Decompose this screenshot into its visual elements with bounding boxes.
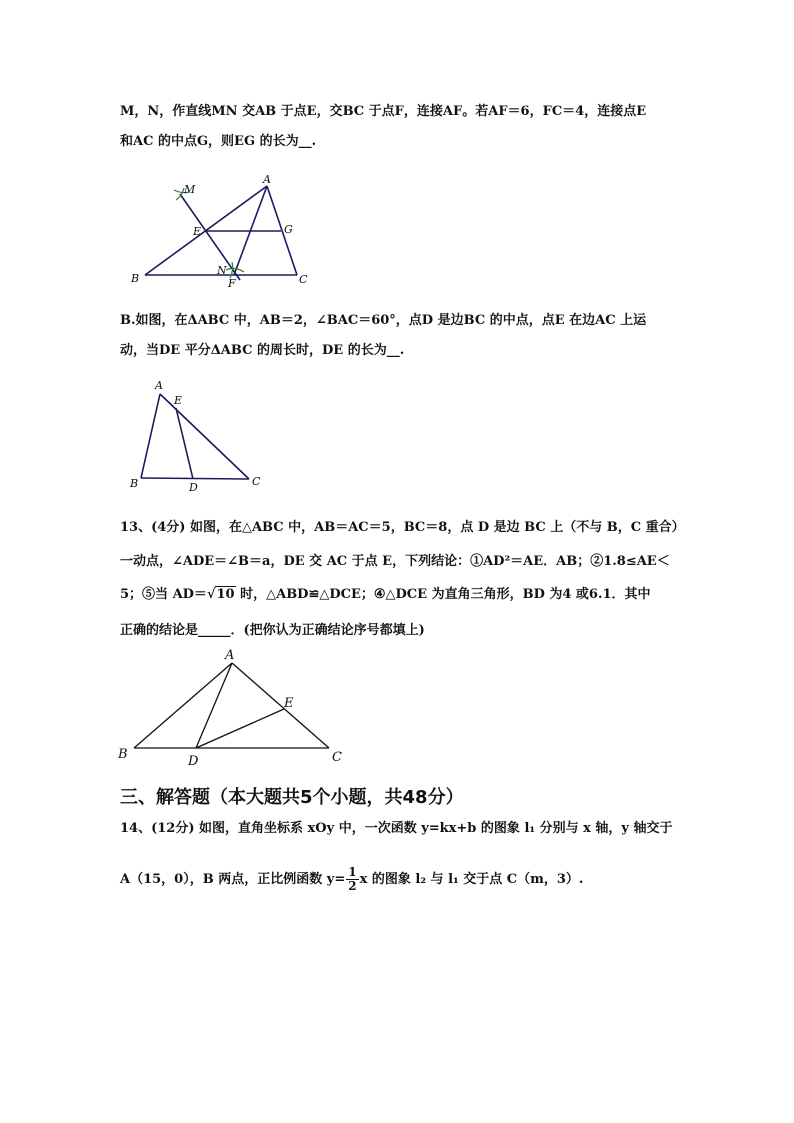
fraction-numerator: 1 [348, 865, 357, 879]
sqrt-symbol: √ [206, 587, 216, 602]
problem-13-line-1: 13、(4分) 如图，在△ABC 中，AB＝AC＝5，BC＝8，点 D 是边 BC 上（不与 B，C 重合） [120, 520, 685, 535]
figure-triangle-abc-bisector [125, 378, 270, 493]
fraction-denominator: 2 [348, 879, 357, 893]
problem-13-line-3-pre: 5；⑤当 AD＝ [120, 587, 207, 602]
label-g: G [284, 223, 293, 236]
segment-ac [232, 663, 329, 748]
label-c: C [252, 475, 261, 488]
problem-14-line-1: 14、(12分) 如图，直角坐标系 xOy 中，一次函数 y=kx+b 的图象 l₁ 分别与 x 轴，y 轴交于 [120, 821, 673, 836]
label-e: E [193, 225, 202, 238]
sqrt-radicand: 10 [216, 587, 235, 602]
segment-ab [141, 394, 160, 478]
problem-12-line-1: M，N，作直线MN 交AB 于点E，交BC 于点F，连接AF。若AF＝6，FC＝4，连接点E [120, 104, 647, 119]
segment-ab [134, 663, 232, 748]
problem-12-line-2: 和AC 的中点G，则EG 的长为__. [120, 134, 317, 149]
label-c: C [299, 273, 308, 286]
label-a: A [155, 379, 163, 392]
problem-b-line-2: 动，当DE 平分ΔABC 的周长时，DE 的长为__. [120, 343, 405, 358]
figure-triangle-abc-ade [112, 645, 352, 767]
label-d: D [189, 481, 198, 493]
label-e: E [284, 696, 294, 711]
problem-13-line-2: 一动点，∠ADE＝∠B＝a，DE 交 AC 于点 E，下列结论：①AD²＝AE．AB；②1.8≤AE＜ [120, 554, 670, 569]
problem-b-line-1: B.如图，在ΔABC 中，AB＝2，∠BAC＝60°，点D 是边BC 的中点，点E 在边AC 上运 [120, 313, 647, 328]
label-n: N [217, 264, 227, 277]
problem-13-line-3 [120, 587, 651, 603]
problem-13-line-4: 正确的结论是_____．(把你认为正确结论序号都填上) [120, 623, 425, 638]
problem-14-line-2-post: x 的图象 l₂ 与 l₁ 交于点 C（m，3）. [359, 872, 584, 887]
segment-de [176, 408, 193, 479]
label-c: C [332, 750, 342, 765]
problem-13-line-3-post: 时，△ABD≌△DCE；④△DCE 为直角三角形，BD 为4 或6.1．其中 [235, 587, 651, 602]
label-m: M [184, 183, 196, 196]
problem-14-line-2 [120, 866, 583, 893]
label-a: A [225, 648, 235, 663]
segment-bc [141, 478, 249, 479]
label-a: A [263, 173, 271, 186]
section-heading: 三、解答题（本大题共5个小题，共48分） [120, 787, 464, 808]
segment-de [196, 709, 284, 748]
line-mn [180, 194, 240, 280]
segment-ad [196, 663, 232, 748]
fraction-one-half [346, 866, 358, 893]
label-e: E [174, 394, 183, 407]
problem-14-line-2-pre: A（15，0），B 两点，正比例函数 y= [120, 872, 346, 887]
label-f: F [228, 277, 236, 290]
label-b: B [118, 747, 128, 762]
label-b: B [131, 272, 140, 285]
label-d: D [188, 754, 199, 767]
label-b: B [130, 477, 139, 490]
figure-triangle-abc-construction [120, 170, 320, 295]
